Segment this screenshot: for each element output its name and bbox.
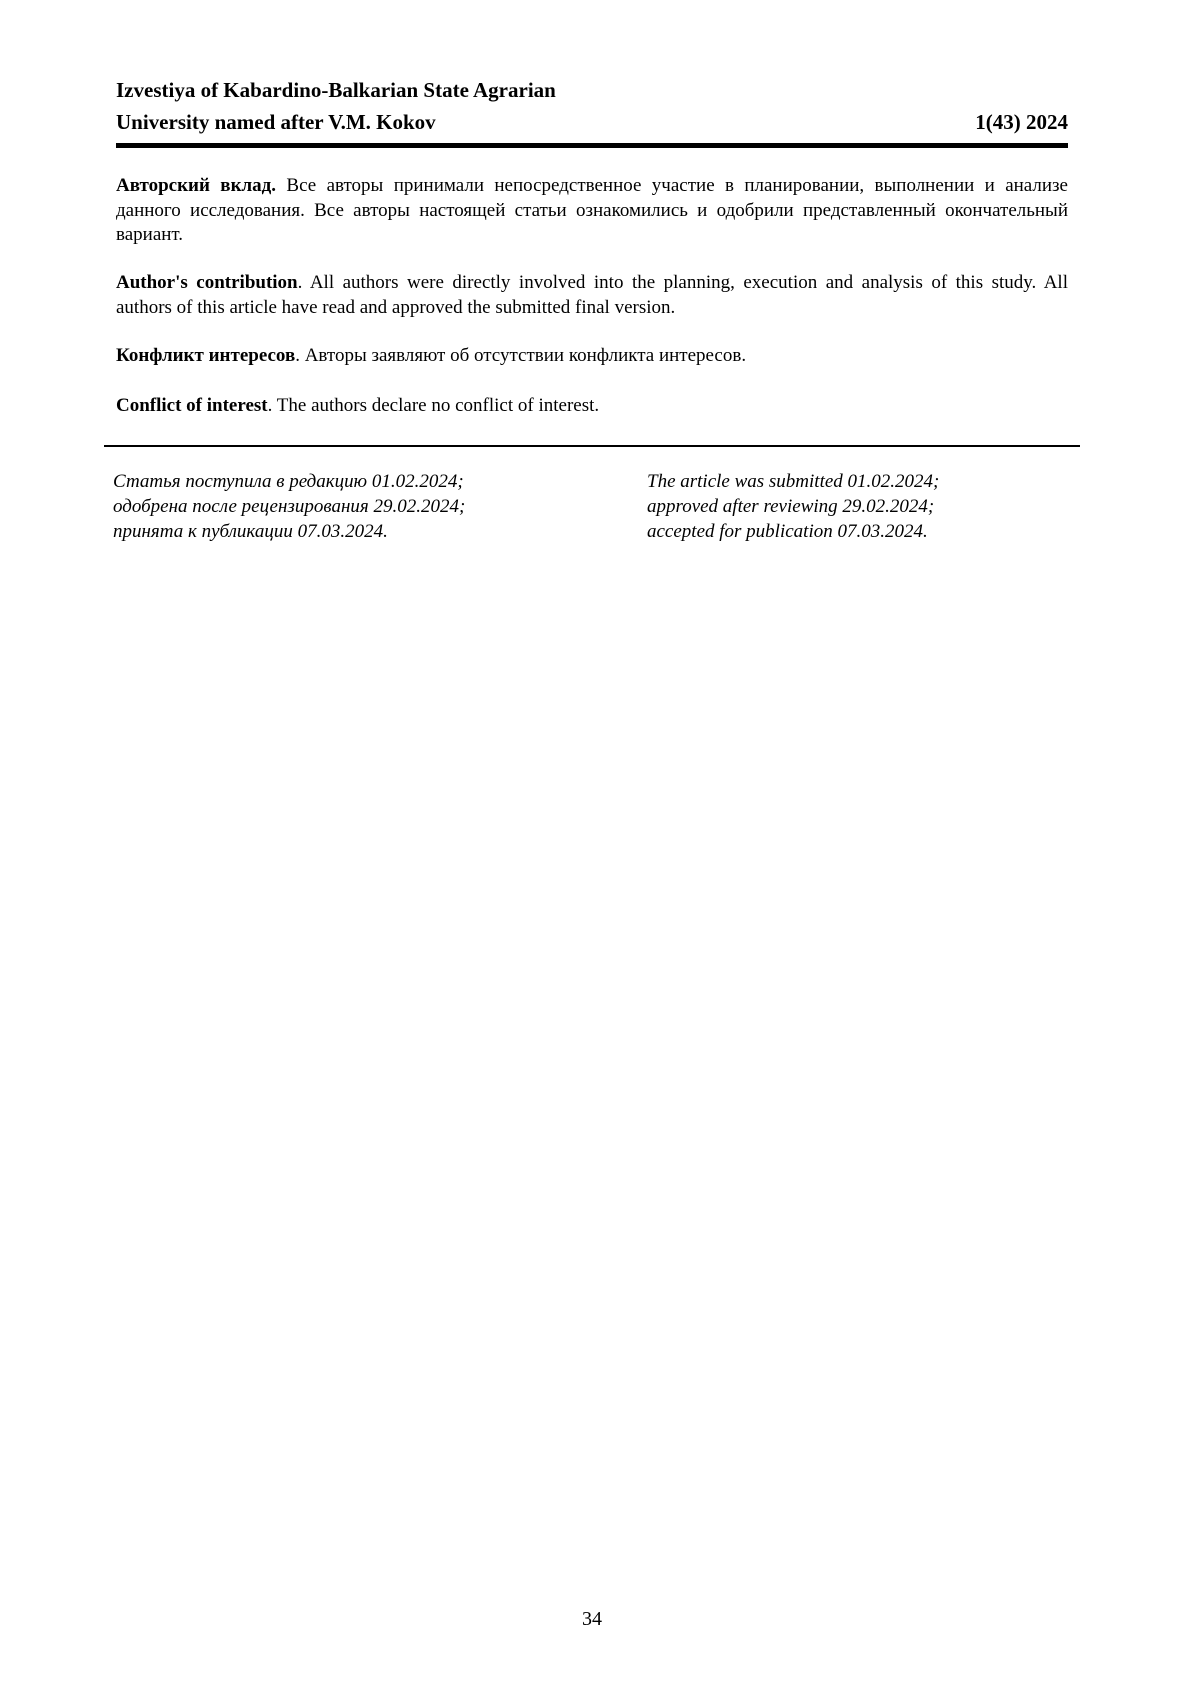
author-contribution-ru-heading: Авторский вклад.	[116, 175, 277, 196]
article-dates-en	[647, 469, 939, 544]
accepted-date-en: accepted for publication 07.03.2024.	[647, 521, 928, 542]
author-contribution-en-text: . All authors were directly involved into the planning, execution and analysis of this study. All authors of this article have read and approved the submitted final version.	[116, 272, 1068, 318]
section-divider	[104, 445, 1080, 447]
page-number: 34	[582, 1608, 602, 1630]
conflict-of-interest-en-heading: Conflict of interest	[116, 395, 268, 416]
journal-title-line-2: University named after V.M. Kokov	[116, 110, 436, 134]
author-contribution-ru	[116, 174, 1068, 248]
submitted-date-en: The article was submitted 01.02.2024;	[647, 471, 940, 492]
conflict-of-interest-en	[116, 394, 1068, 419]
submitted-date-ru: Статья поступила в редакцию 01.02.2024;	[113, 471, 464, 492]
approved-date-en: approved after reviewing 29.02.2024;	[647, 496, 935, 517]
article-dates-ru	[113, 469, 465, 544]
accepted-date-ru: принята к публикации 07.03.2024.	[113, 521, 388, 542]
issue-number: 1(43) 2024	[975, 110, 1068, 134]
conflict-of-interest-ru-text: . Авторы заявляют об отсутствии конфликта интересов.	[295, 345, 747, 366]
approved-date-ru: одобрена после рецензирования 29.02.2024;	[113, 496, 466, 517]
conflict-of-interest-en-text: . The authors declare no conflict of interest.	[267, 395, 600, 416]
running-header	[116, 74, 1068, 138]
conflict-of-interest-ru-heading: Конфликт интересов	[116, 345, 296, 366]
header-rule	[116, 143, 1068, 148]
author-contribution-en	[116, 271, 1068, 320]
author-contribution-en-heading: Author's contribution	[116, 272, 298, 293]
journal-title-row-2	[116, 106, 1068, 138]
conflict-of-interest-ru	[116, 344, 1068, 369]
author-contribution-ru-text: Все авторы принимали непосредственное участие в планировании, выполнении и анализе данного исследования. Все авторы настоящей статьи ознакомились и одобрили представленный окончательный вариант.	[116, 175, 1068, 245]
journal-title-line-1: Izvestiya of Kabardino-Balkarian State Agrarian	[116, 78, 556, 102]
